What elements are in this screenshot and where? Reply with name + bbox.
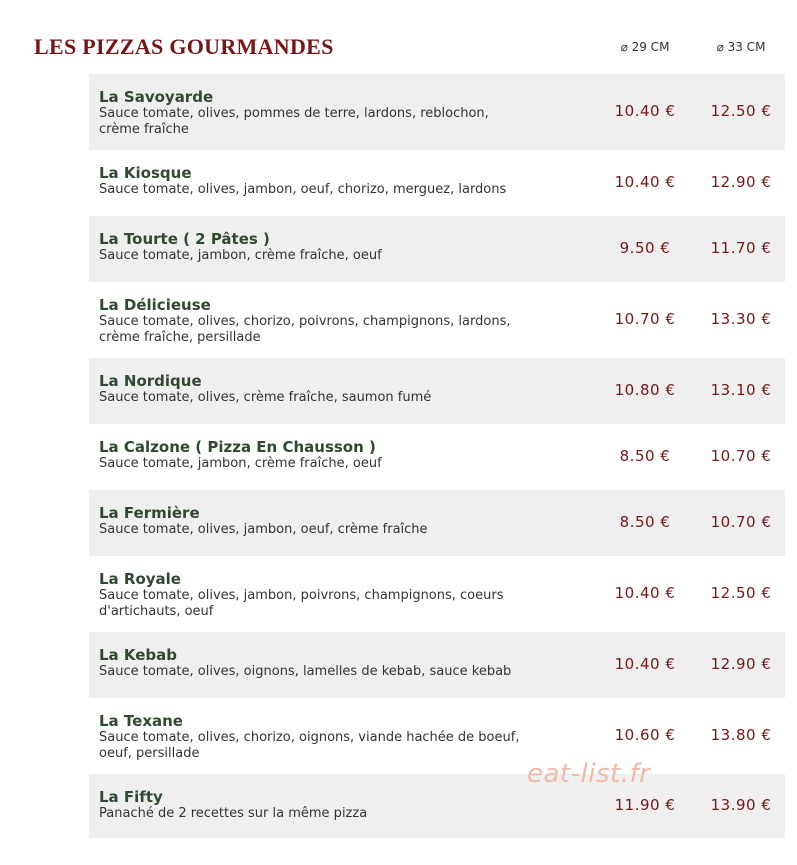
pizza-info [99,88,589,138]
price-33cm: 12.90 € [710,173,772,191]
pizza-info [99,296,589,346]
pizza-description: Panaché de 2 recettes sur la même pizza [99,806,368,821]
price-33cm: 11.70 € [710,239,772,257]
pizza-info [99,712,589,762]
price-29cm: 10.40 € [614,173,676,191]
price-29cm: 11.90 € [614,796,676,814]
pizza-row [89,698,785,774]
price-33cm: 12.50 € [710,102,772,120]
price-33cm: 12.50 € [710,584,772,602]
price-29cm: 10.40 € [614,102,676,120]
pizza-row [89,358,785,424]
pizza-name: La Calzone ( Pizza En Chausson ) [99,438,376,456]
price-33cm: 13.80 € [710,726,772,744]
pizza-row [89,74,785,150]
pizza-description: Sauce tomate, olives, oignons, lamelles de kebab, sauce kebab [99,664,512,679]
pizza-description: Sauce tomate, jambon, crème fraîche, oeuf [99,248,382,263]
pizza-info [99,646,589,680]
pizza-row [89,282,785,358]
pizza-description: Sauce tomate, olives, chorizo, oignons, viande hachée de boeuf, [99,730,520,745]
pizza-name: La Kebab [99,646,178,664]
pizza-description: Sauce tomate, olives, chorizo, poivrons, champignons, lardons, [99,314,511,329]
price-29cm: 10.60 € [614,726,676,744]
pizza-row [89,556,785,632]
pizza-description: oeuf, persillade [99,746,200,761]
pizza-name: La Savoyarde [99,88,214,106]
price-29cm: 10.40 € [614,655,676,673]
pizza-row [89,774,785,838]
pizza-name: La Tourte ( 2 Pâtes ) [99,230,270,248]
price-29cm: 10.70 € [614,310,676,328]
pizza-description: d'artichauts, oeuf [99,604,214,619]
pizza-name: La Fifty [99,788,163,806]
price-29cm: 10.40 € [614,584,676,602]
pizza-info [99,788,589,822]
pizza-description: Sauce tomate, jambon, crème fraîche, oeuf [99,456,382,471]
pizza-name: La Fermière [99,504,200,522]
pizza-list [89,74,785,838]
pizza-description: Sauce tomate, olives, pommes de terre, lardons, reblochon, [99,106,489,121]
pizza-name: La Délicieuse [99,296,211,314]
section-title: LES PIZZAS GOURMANDES [34,34,334,59]
price-33cm: 12.90 € [710,655,772,673]
pizza-description: crème fraîche, persillade [99,330,261,345]
price-29cm: 9.50 € [619,239,671,257]
size-29cm-header: ⌀ 29 CM [620,40,670,54]
pizza-name: La Nordique [99,372,202,390]
pizza-info [99,570,589,620]
pizza-row [89,490,785,556]
pizza-row [89,424,785,490]
price-29cm: 8.50 € [619,513,671,531]
price-33cm: 10.70 € [710,447,772,465]
watermark: eat-list.fr [527,759,651,789]
pizza-info [99,372,589,406]
size-33cm-header: ⌀ 33 CM [716,40,766,54]
pizza-row [89,150,785,216]
pizza-info [99,504,589,538]
pizza-name: La Kiosque [99,164,192,182]
pizza-description: Sauce tomate, olives, jambon, oeuf, chorizo, merguez, lardons [99,182,507,197]
pizza-description: crème fraîche [99,122,189,137]
pizza-row [89,632,785,698]
pizza-info [99,164,589,198]
price-33cm: 13.90 € [710,796,772,814]
price-29cm: 10.80 € [614,381,676,399]
pizza-description: Sauce tomate, olives, crème fraîche, saumon fumé [99,390,432,405]
menu-header [0,0,797,74]
pizza-row [89,216,785,282]
price-33cm: 13.30 € [710,310,772,328]
pizza-name: La Texane [99,712,183,730]
price-33cm: 10.70 € [710,513,772,531]
price-29cm: 8.50 € [619,447,671,465]
pizza-description: Sauce tomate, olives, jambon, poivrons, champignons, coeurs [99,588,504,603]
pizza-info [99,230,589,264]
pizza-info [99,438,589,472]
pizza-name: La Royale [99,570,181,588]
pizza-description: Sauce tomate, olives, jambon, oeuf, crème fraîche [99,522,428,537]
price-33cm: 13.10 € [710,381,772,399]
